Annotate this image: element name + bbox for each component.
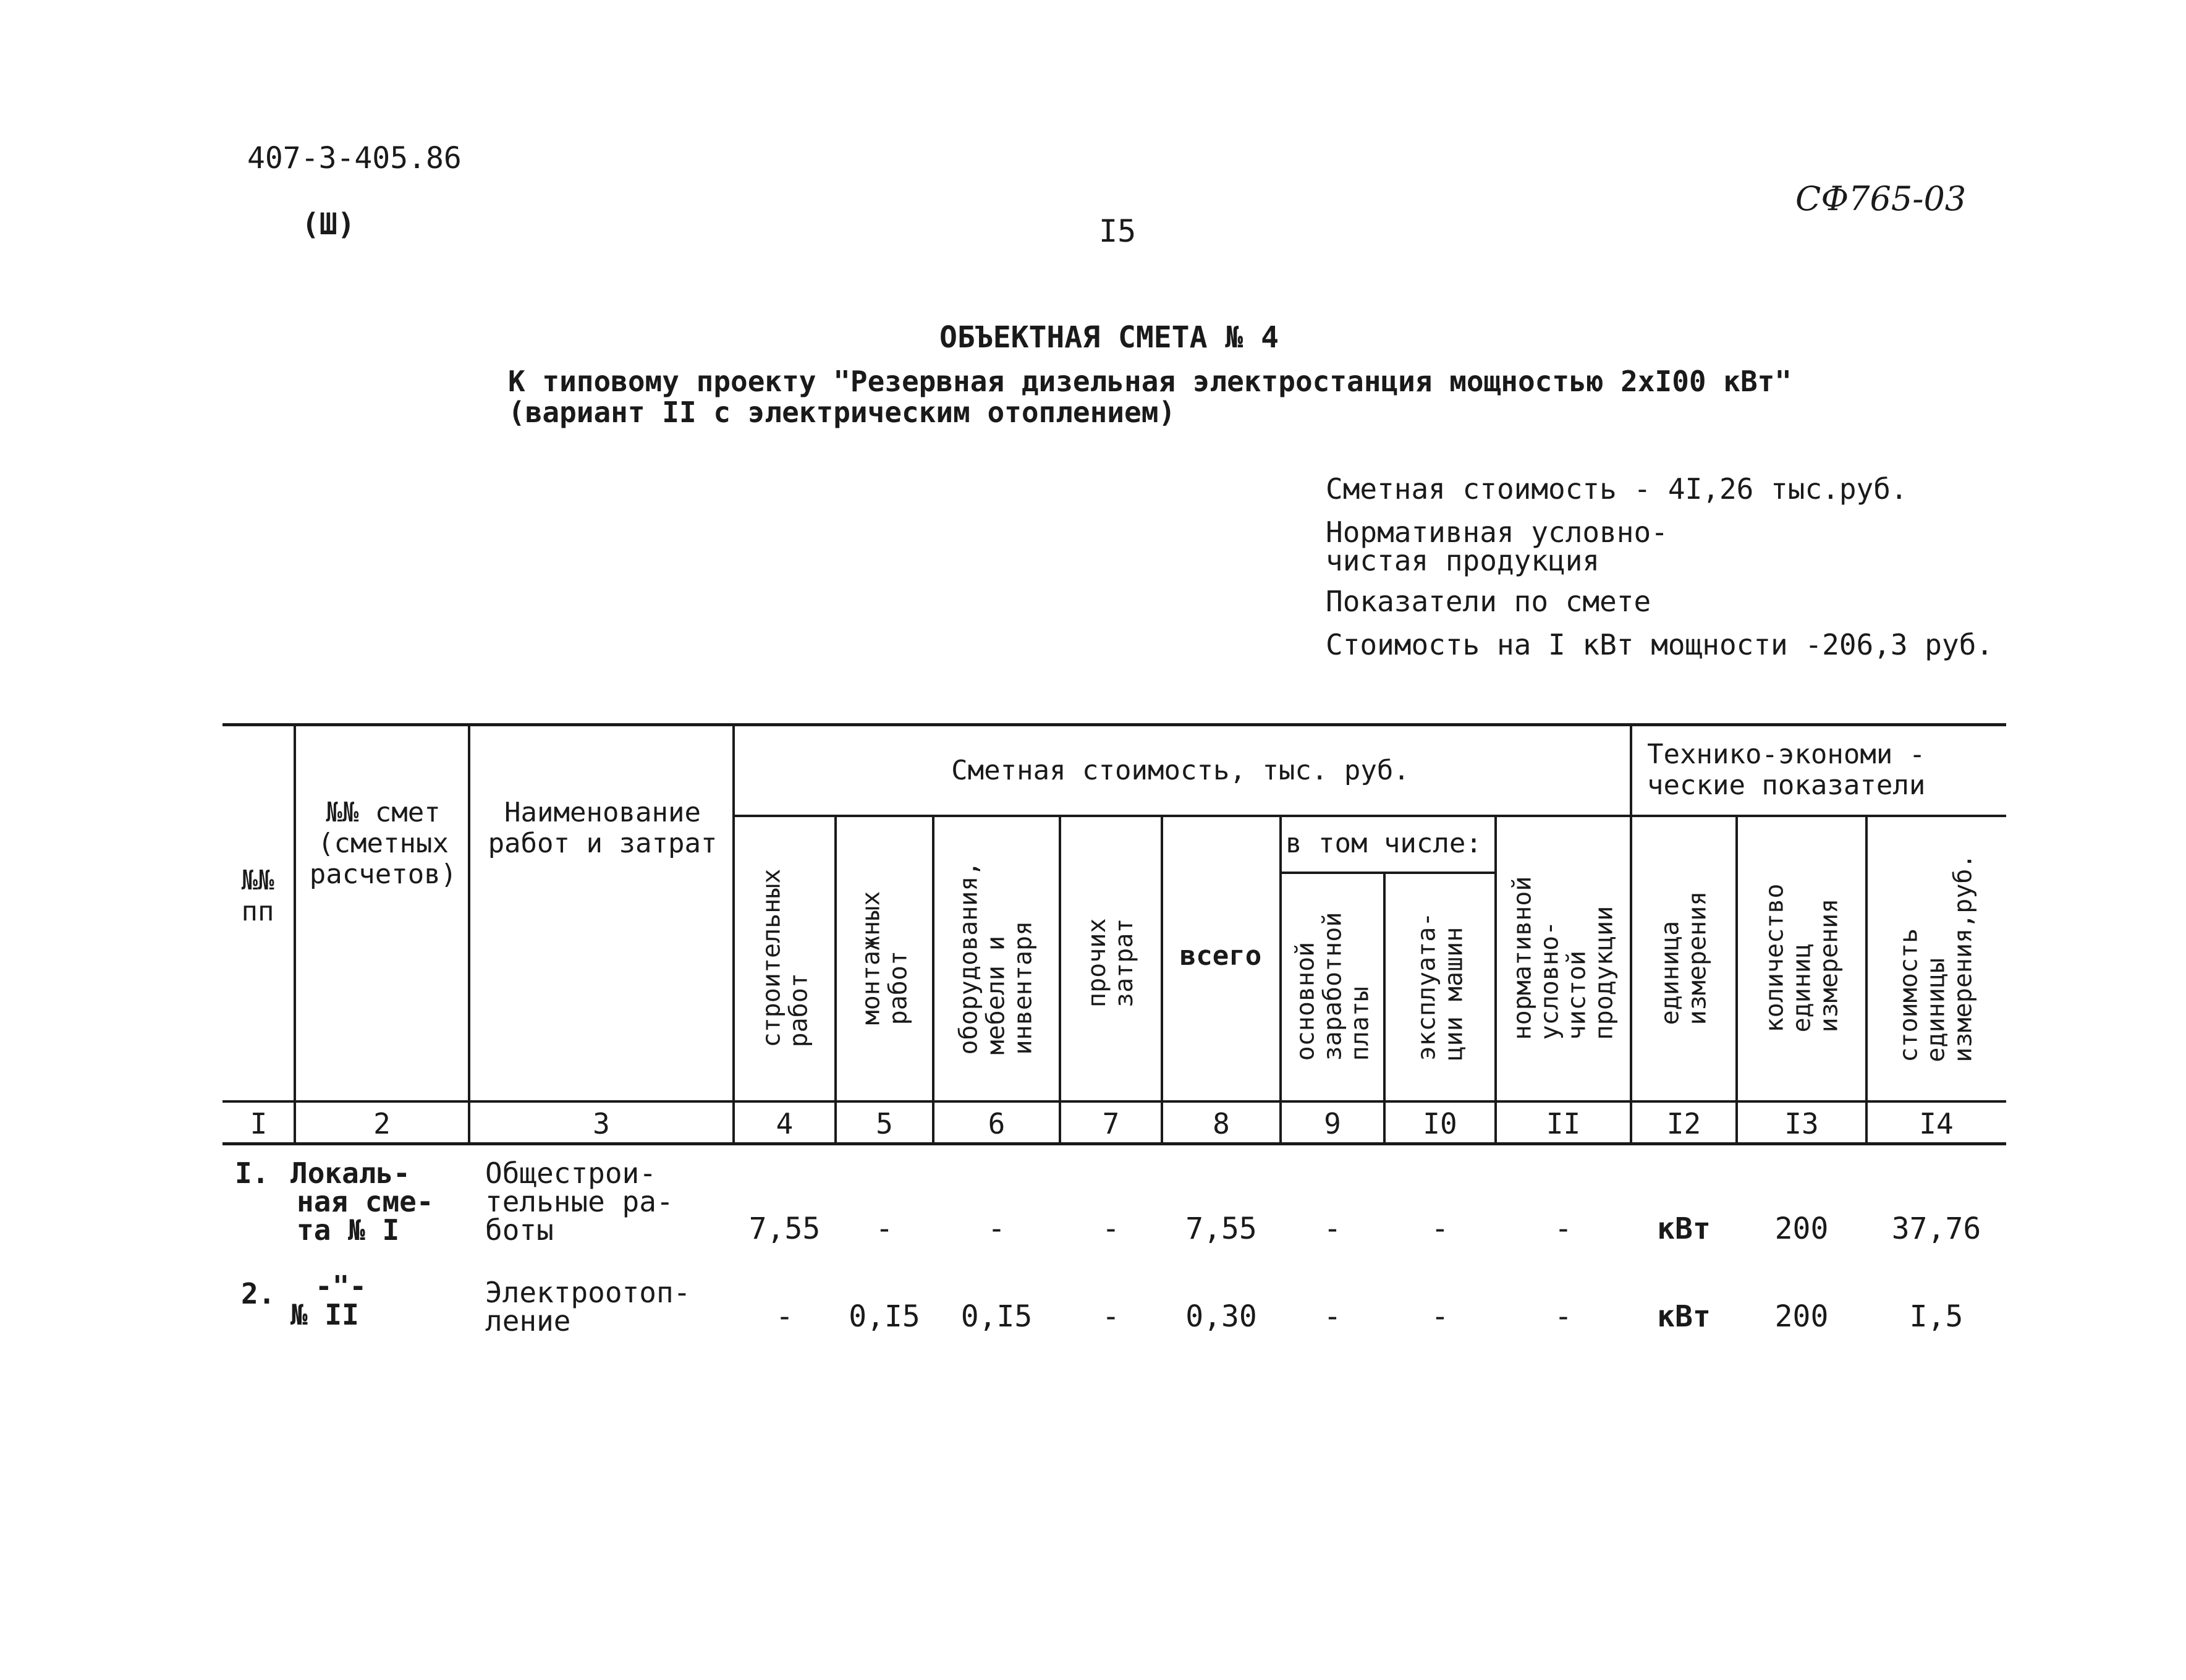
row-number: I.: [235, 1156, 269, 1190]
column-number: I3: [1784, 1107, 1819, 1140]
header-estimated-cost: Сметная стоимость, тыс. руб.: [951, 755, 1410, 786]
row-machines: -: [1431, 1299, 1449, 1334]
row-estimate-line: № II: [290, 1298, 359, 1331]
column-number: 3: [593, 1107, 610, 1140]
document-code: 407-3-405.86: [247, 141, 462, 176]
summary-normative: [1326, 515, 1668, 577]
subtitle-line-1: К типовому проекту "Резервная дизельная электростанция мощностью 2хI00 кВт": [508, 365, 1792, 398]
row-unit-cost: I,5: [1909, 1299, 1964, 1334]
header-tech-indicators: Технико-экономи - ческие показатели: [1647, 739, 1926, 801]
col-divider: [294, 723, 296, 1145]
row-construction: -: [776, 1299, 794, 1334]
header-salary: основной заработной платы: [1291, 912, 1374, 1061]
header-equipment: оборудования, мебели и инвентаря: [955, 861, 1038, 1055]
row-unit: кВт: [1657, 1211, 1711, 1246]
row-salary: -: [1323, 1211, 1342, 1246]
row-estimate-line: -"-: [315, 1270, 367, 1303]
row-number: 2.: [241, 1277, 276, 1310]
document-title: ОБЪЕКТНАЯ СМЕТА № 4: [939, 320, 1279, 355]
row-installation: -: [875, 1211, 894, 1246]
header-equipment-wrap: [934, 817, 1058, 1099]
header-estimate-number: №№ смет (сметных расчетов): [309, 797, 457, 890]
header-construction-wrap: [735, 817, 834, 1099]
header-machines-wrap: [1386, 874, 1494, 1099]
header-quantity-wrap: [1738, 817, 1865, 1099]
header-installation-wrap: [837, 817, 932, 1099]
handwritten-code: СФ765-03: [1795, 179, 1967, 218]
column-number: 7: [1102, 1107, 1120, 1140]
col-divider: [1161, 816, 1163, 1145]
column-number: 5: [876, 1107, 893, 1140]
row-normative: -: [1554, 1299, 1572, 1334]
column-number: I4: [1919, 1107, 1954, 1140]
summary-normative-line-1: Нормативная условно-: [1326, 515, 1668, 549]
header-other-wrap: [1061, 817, 1160, 1099]
page-number: I5: [1099, 213, 1137, 249]
header-unit-cost-wrap: [1868, 817, 2005, 1099]
header-total: всего: [1179, 940, 1262, 972]
column-number: 9: [1324, 1107, 1341, 1140]
row-estimate-line: та № I: [297, 1213, 400, 1247]
column-number: I0: [1423, 1107, 1457, 1140]
row-unit: кВт: [1657, 1299, 1711, 1334]
header-unit-cost: стоимость единицы измерения,руб.: [1895, 854, 1978, 1063]
row-quantity: 200: [1774, 1211, 1829, 1246]
row-construction: 7,55: [748, 1211, 821, 1246]
header-normative-wrap: [1497, 817, 1630, 1099]
row-estimate: [290, 1272, 366, 1329]
row-work-name: [485, 1156, 674, 1247]
row-work-name-line: боты: [485, 1213, 554, 1247]
row-equipment: -: [988, 1211, 1006, 1246]
header-row-number: №№ пп: [241, 865, 274, 927]
row-work-name-line: Общестрои-: [485, 1156, 656, 1190]
row-equipment: 0,I5: [960, 1299, 1033, 1334]
row-salary: -: [1323, 1299, 1342, 1334]
row-work-name-line: Электроотоп-: [485, 1276, 691, 1309]
header-construction: строительных работ: [757, 868, 813, 1048]
column-number: 6: [988, 1107, 1006, 1140]
row-total: 7,55: [1185, 1211, 1257, 1246]
document-mark: (Ш): [302, 207, 355, 242]
col-divider: [732, 723, 735, 1145]
table-header-bottom-rule: [222, 1100, 2006, 1103]
row-installation: 0,I5: [849, 1299, 920, 1334]
header-salary-wrap: [1282, 874, 1383, 1099]
row-quantity: 200: [1774, 1299, 1829, 1334]
row-normative: -: [1554, 1211, 1572, 1246]
summary-normative-line-2: чистая продукция: [1326, 544, 1600, 577]
header-unit: единица измерения: [1656, 891, 1712, 1025]
summary-cost-per-kw: Стоимость на I кВт мощности -206,3 руб.: [1326, 628, 1994, 661]
row-estimate-line: Локаль-: [290, 1156, 410, 1190]
row-total: 0,30: [1185, 1299, 1257, 1334]
header-machines: эксплуата- ции машин: [1412, 912, 1468, 1061]
header-unit-wrap: [1632, 817, 1735, 1099]
header-including: в том числе:: [1286, 828, 1482, 859]
row-estimate-line: ная сме-: [297, 1185, 434, 1218]
column-number: 4: [776, 1107, 794, 1140]
column-number: II: [1546, 1107, 1581, 1140]
row-estimate: [290, 1156, 434, 1247]
summary-indicators: Показатели по смете: [1326, 585, 1651, 618]
row-machines: -: [1431, 1211, 1449, 1246]
column-number: 8: [1213, 1107, 1230, 1140]
column-number: I2: [1666, 1107, 1701, 1140]
document-subtitle: [508, 366, 1792, 428]
header-quantity: количество единиц измерения: [1760, 883, 1844, 1033]
subtitle-line-2: (вариант II с электрическим отоплением): [508, 396, 1176, 429]
row-unit-cost: 37,76: [1891, 1211, 1981, 1246]
row-work-name-line: ление: [485, 1304, 571, 1338]
table-top-rule: [222, 723, 2006, 726]
column-number: I: [250, 1107, 268, 1140]
summary-cost: Сметная стоимость - 4I,26 тыс.руб.: [1326, 472, 1908, 506]
col-divider: [468, 723, 470, 1145]
row-other: -: [1102, 1211, 1120, 1246]
header-other: прочих затрат: [1083, 918, 1138, 1008]
row-work-name-line: тельные ра-: [485, 1185, 674, 1218]
row-work-name: [485, 1276, 691, 1338]
column-number: 2: [373, 1107, 391, 1140]
header-normative: нормативной условно-чистой продукции: [1508, 876, 1619, 1040]
header-installation: монтажных работ: [857, 891, 912, 1025]
table-numbers-bottom-rule: [222, 1142, 2006, 1145]
header-work-name: Наименование работ и затрат: [488, 797, 718, 859]
row-other: -: [1102, 1299, 1120, 1334]
